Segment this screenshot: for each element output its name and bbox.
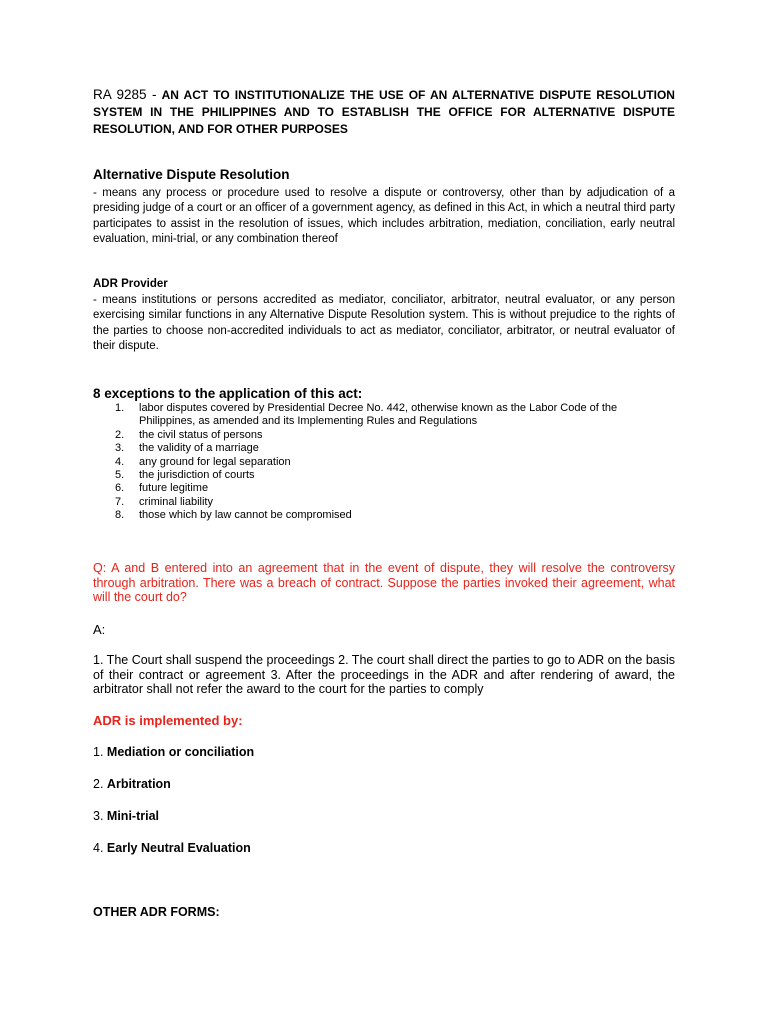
- exceptions-heading: 8 exceptions to the application of this act:: [93, 386, 363, 401]
- adr-provider-heading: ADR Provider: [93, 278, 168, 290]
- list-item: 3. the validity of a marriage: [115, 442, 259, 455]
- list-item: 6. future legitime: [115, 482, 209, 495]
- list-item: 2. the civil status of persons: [115, 428, 263, 441]
- implemented-item-mini-trial: 3. Mini-trial: [93, 809, 160, 823]
- adr-heading: Alternative Dispute Resolution: [93, 167, 290, 182]
- answer-text: 1. The Court shall suspend the proceedings 2. The court shall direct the parties to go to ADR on the basis of their contract or agreement 3. After the proceedings in the ADR and after rendering of award, the arbitrator shall not refer the award to the court for the parties to comply: [93, 653, 675, 696]
- list-item: 7. criminal liability: [115, 495, 213, 508]
- answer-label: A:: [93, 622, 106, 637]
- implemented-item-mediation: 1. Mediation or conciliation: [93, 745, 255, 759]
- exceptions-list: [93, 402, 675, 523]
- implemented-item-arbitration: 2. Arbitration: [93, 777, 171, 791]
- list-item: 1. labor disputes covered by Presidential Decree No. 442, otherwise known as the Labor Code of the Philippines, as amended and its Implementing Rules and Regulations: [115, 402, 618, 428]
- implemented-item-neutral-evaluation: 4. Early Neutral Evaluation: [93, 841, 251, 855]
- list-item: 8. those which by law cannot be compromised: [115, 509, 352, 522]
- act-code: RA 9285 -: [93, 87, 157, 102]
- other-adr-forms-heading: OTHER ADR FORMS:: [93, 905, 220, 919]
- adr-provider-definition: - means institutions or persons accredited as mediator, conciliator, arbitrator, neutral evaluator, or any person exercising similar functions in any Alternative Dispute Resolution system. This is without prejudice to the rights of the parties to choose non-accredited individuals to act as mediator, conciliator, arbitrator, or neutral evaluator of their dispute.: [93, 294, 675, 353]
- implemented-heading: ADR is implemented by:: [93, 713, 243, 728]
- act-title: [93, 86, 675, 138]
- list-item: 5. the jurisdiction of courts: [115, 469, 255, 482]
- question-text: Q: A and B entered into an agreement that in the event of dispute, they will resolve the controversy through arbitration. There was a breach of contract. Suppose the parties invoked their agreement, what will the court do?: [93, 561, 675, 604]
- adr-definition: - means any process or procedure used to resolve a dispute or controversy, other than by adjudication of a presiding judge of a court or an officer of a government agency, as defined in this Act, in which a neutral third party participates to assist in the resolution of issues, which includes arbitration, mediation, conciliation, early neutral evaluation, mini-trial, or any combination thereof: [93, 187, 675, 246]
- act-name: AN ACT TO INSTITUTIONALIZE THE USE OF AN ALTERNATIVE DISPUTE RESOLUTION SYSTEM IN THE PHILIPPINES AND TO ESTABLISH THE OFFICE FOR ALTERNATIVE DISPUTE RESOLUTION, AND FOR OTHER PURPOSES: [93, 88, 675, 136]
- list-item: 4. any ground for legal separation: [115, 455, 291, 468]
